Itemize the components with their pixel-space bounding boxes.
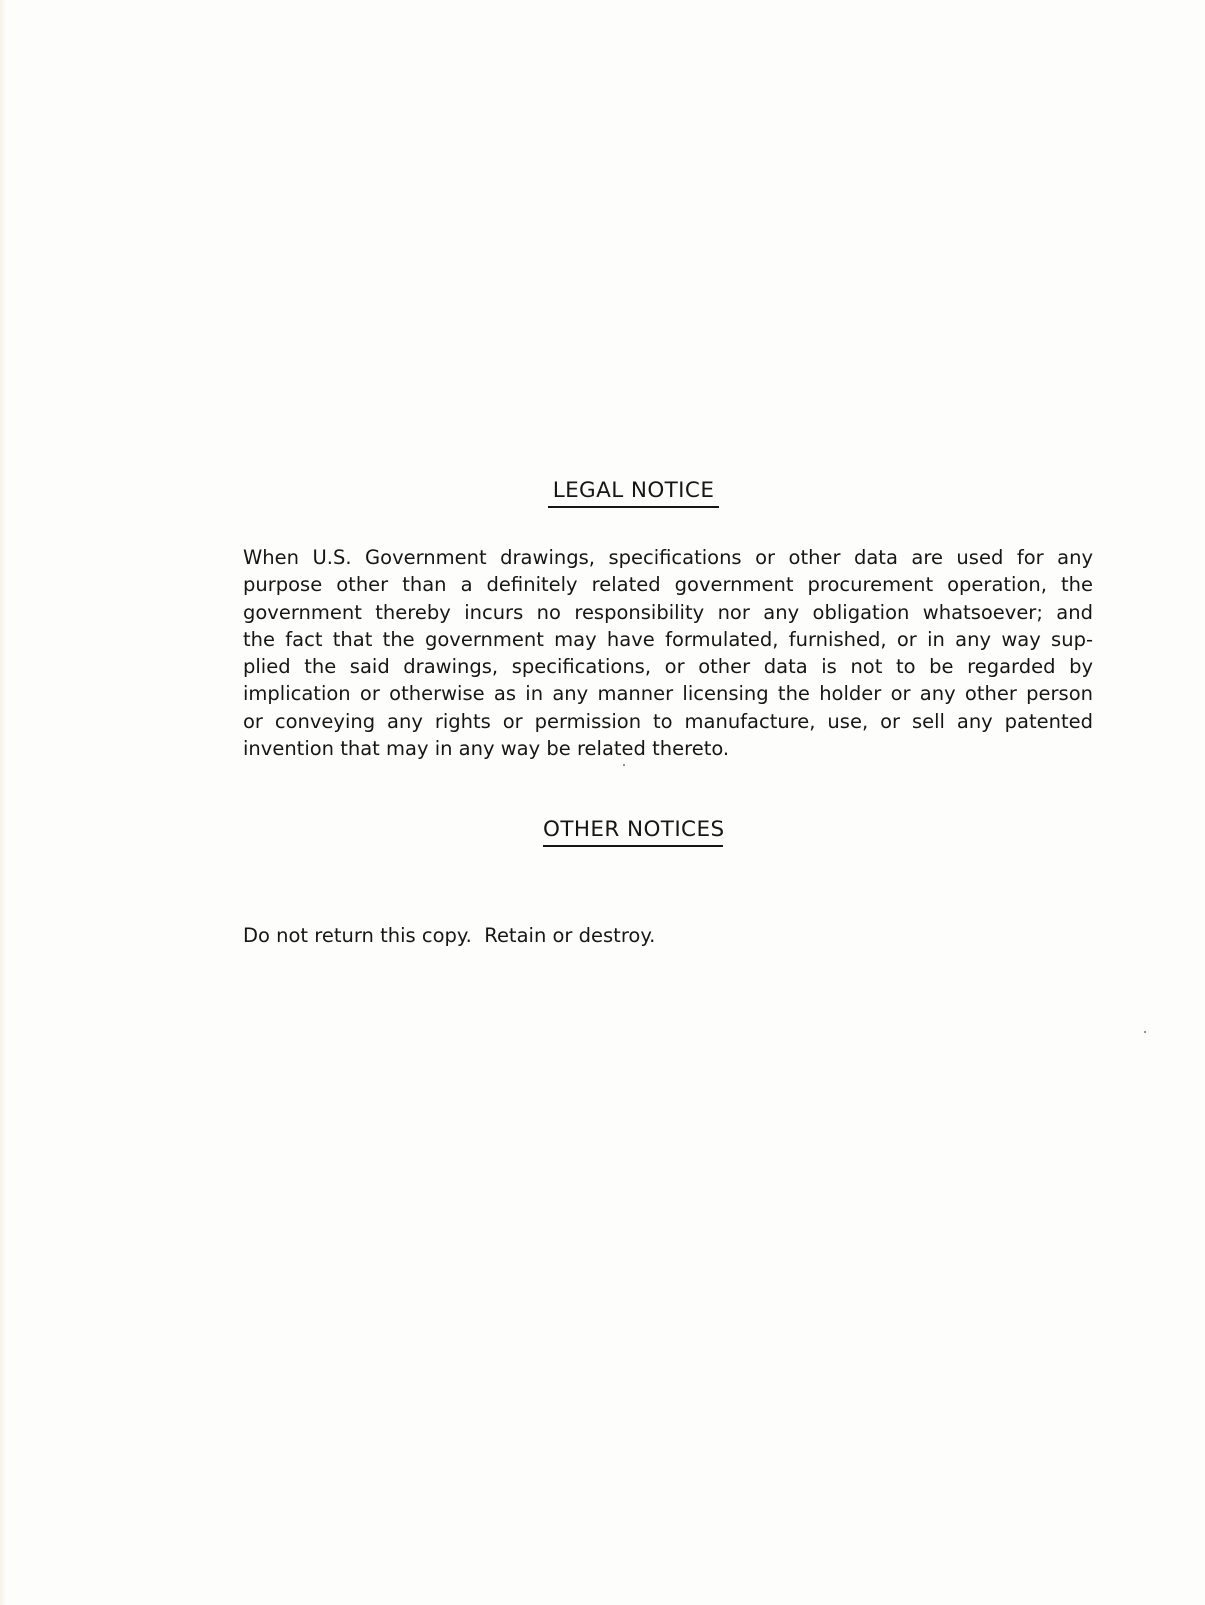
- legal-notice-paragraph: [243, 544, 1093, 762]
- scan-speck: [623, 764, 625, 766]
- paragraph-line: invention that may in any way be related thereto.: [243, 737, 730, 761]
- other-notices-text: Do not return this copy. Retain or destroy.: [243, 924, 656, 947]
- paragraph-line: government thereby incurs no responsibility nor any obligation whatsoever; and: [243, 600, 1093, 624]
- paragraph-line: the fact that the government may have formulated, furnished, or in any way sup-: [243, 627, 1093, 651]
- other-notices-heading: OTHER NOTICES: [543, 817, 723, 847]
- scan-speck: [1144, 1031, 1146, 1033]
- legal-notice-heading: LEGAL NOTICE: [548, 478, 719, 508]
- paper-edge: [0, 0, 6, 1605]
- paragraph-line: or conveying any rights or permission to manufacture, use, or sell any patented: [243, 709, 1093, 733]
- paragraph-line: purpose other than a definitely related government procurement operation, the: [243, 573, 1093, 597]
- paragraph-line: implication or otherwise as in any manner licensing the holder or any other person: [243, 682, 1093, 706]
- paragraph-line: plied the said drawings, specifications, or other data is not to be regarded by: [243, 655, 1093, 679]
- paragraph-line: When U.S. Government drawings, specifications or other data are used for any: [243, 546, 1093, 569]
